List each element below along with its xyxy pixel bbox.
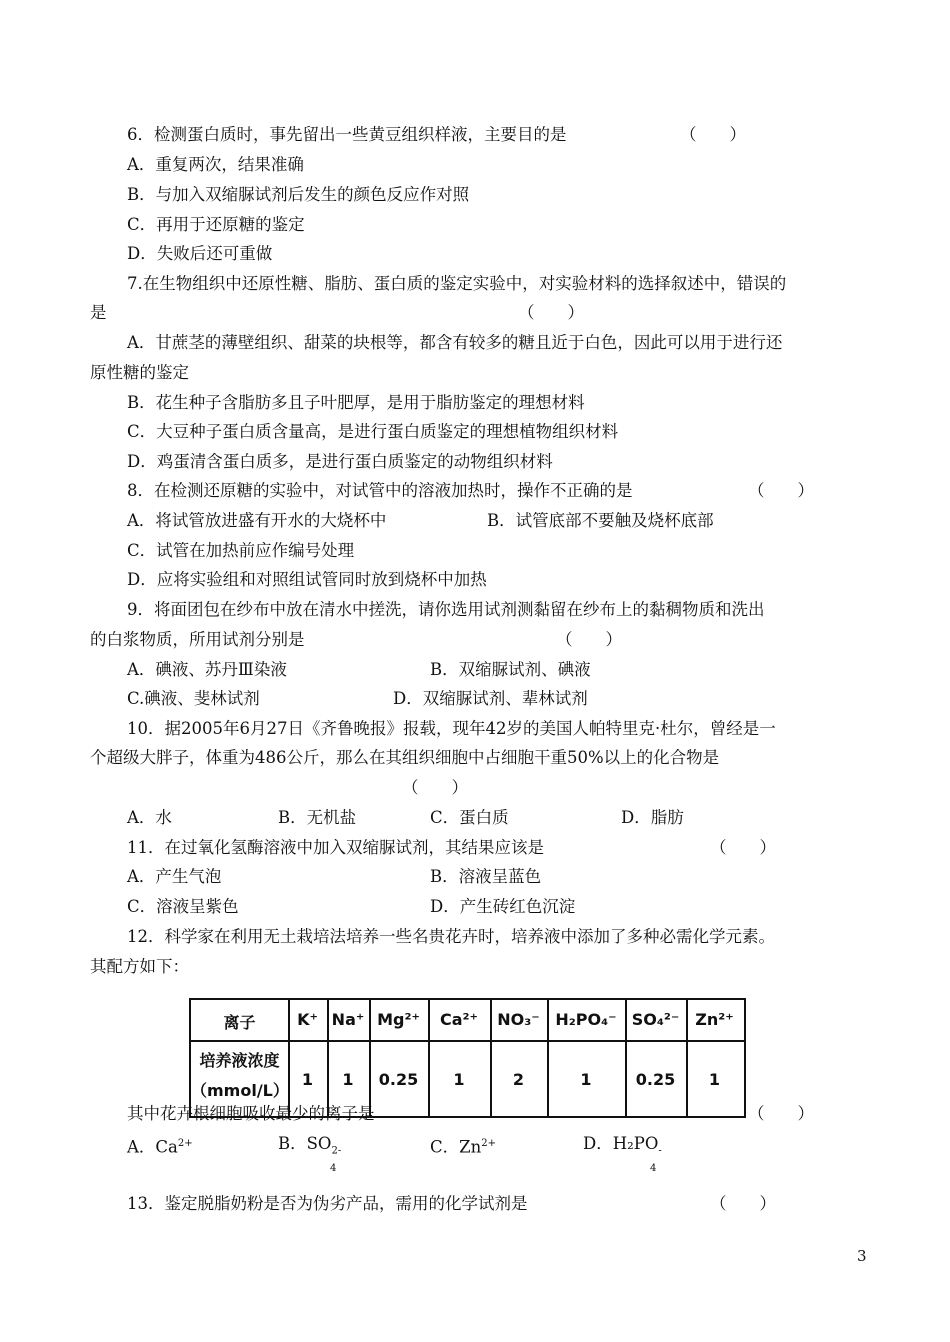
q8-paren: （ ） bbox=[748, 481, 814, 500]
header-no3: NO₃⁻ bbox=[497, 1010, 540, 1029]
value-h2po4: 1 bbox=[580, 1070, 592, 1089]
q12-option-b: B．$SO_{2-}$ bbox=[278, 1134, 342, 1157]
header-na: Na⁺ bbox=[331, 1010, 365, 1029]
q12-option-d: D．$H_2PO_-$ bbox=[583, 1134, 662, 1157]
q7-option-d: D．鸡蛋清含蛋白质多，是进行蛋白质鉴定的动物组织材料 bbox=[127, 452, 553, 471]
header-mg: Mg²⁺ bbox=[377, 1010, 420, 1029]
q13-paren: （ ） bbox=[710, 1194, 776, 1213]
q12-option-b-sub: 4 bbox=[330, 1163, 337, 1174]
q6-option-d: D．失败后还可重做 bbox=[127, 244, 273, 263]
q8-option-c: C．试管在加热前应作编号处理 bbox=[127, 541, 355, 560]
q9-stem: 9．将面团包在纱布中放在清水中搓洗，请你选用试剂测黏留在纱布上的黏稠物质和洗出 bbox=[127, 600, 765, 619]
value-no3: 2 bbox=[512, 1070, 525, 1089]
q10-stem-cont: 个超级大胖子，体重为486公斤，那么在其组织细胞中占细胞干重50%以上的化合物是 bbox=[90, 748, 720, 767]
q10-option-c: C．蛋白质 bbox=[430, 808, 509, 827]
q6-stem: 6．检测蛋白质时，事先留出一些黄豆组织样液，主要目的是 bbox=[127, 125, 567, 144]
header-so4: SO₄²⁻ bbox=[631, 1010, 680, 1029]
value-so4: 0.25 bbox=[635, 1070, 676, 1089]
q12-ion-table bbox=[189, 998, 746, 1118]
value-zn: 1 bbox=[708, 1070, 721, 1089]
page-number: 3 bbox=[857, 1247, 867, 1265]
q7-option-c: C．大豆种子蛋白质含量高，是进行蛋白质鉴定的理想植物组织材料 bbox=[127, 422, 619, 441]
q12-option-c: C．$Zn^{2+}$ bbox=[430, 1137, 496, 1157]
q11-option-c: C．溶液呈紫色 bbox=[127, 897, 239, 916]
q6-option-a: A．重复两次，结果准确 bbox=[127, 155, 304, 174]
row-label-line2: （mmol/L） bbox=[191, 1081, 289, 1100]
q11-option-a: A．产生气泡 bbox=[127, 867, 222, 886]
header-ca: Ca²⁺ bbox=[440, 1010, 478, 1029]
header-k: K⁺ bbox=[297, 1010, 318, 1029]
q9-option-b: B．双缩脲试剂、碘液 bbox=[430, 660, 591, 679]
q11-paren: （ ） bbox=[710, 838, 776, 857]
q10-option-d: D．脂肪 bbox=[621, 808, 684, 827]
row-label-line1: 培养液浓度 bbox=[199, 1051, 280, 1070]
value-mg: 0.25 bbox=[378, 1070, 419, 1089]
q10-paren: （ ） bbox=[402, 778, 468, 797]
q8-option-b: B．试管底部不要触及烧杯底部 bbox=[487, 511, 714, 530]
q9-option-d: D．双缩脲试剂、辈林试剂 bbox=[393, 689, 588, 708]
value-ca: 1 bbox=[453, 1070, 465, 1089]
header-h2po4: H₂PO₄⁻ bbox=[555, 1010, 617, 1029]
q13-stem: 13．鉴定脱脂奶粉是否为伪劣产品，需用的化学试剂是 bbox=[127, 1194, 528, 1213]
q12-option-a: A．$Ca^{2+}$ bbox=[127, 1137, 193, 1157]
q7-option-a: A．甘蔗茎的薄壁组织、甜菜的块根等，都含有较多的糖且近于白色，因此可以用于进行还 bbox=[127, 333, 783, 352]
q12-stem: 12．科学家在利用无土栽培法培养一些名贵花卉时，培养液中添加了多种必需化学元素。 bbox=[127, 927, 775, 946]
q6-option-b: B．与加入双缩脲试剂后发生的颜色反应作对照 bbox=[127, 185, 470, 204]
header-zn: Zn²⁺ bbox=[695, 1010, 734, 1029]
q11-stem: 11．在过氧化氢酶溶液中加入双缩脲试剂，其结果应该是 bbox=[127, 838, 544, 857]
q10-option-b: B．无机盐 bbox=[278, 808, 357, 827]
q7-stem-cont: 是 bbox=[90, 303, 107, 322]
q12-paren: （ ） bbox=[748, 1104, 814, 1123]
q7-option-a-cont: 原性糖的鉴定 bbox=[90, 363, 189, 382]
q8-option-d: D．应将实验组和对照组试管同时放到烧杯中加热 bbox=[127, 570, 487, 589]
q11-option-d: D．产生砖红色沉淀 bbox=[430, 897, 576, 916]
value-na: 1 bbox=[342, 1070, 354, 1089]
q11-option-b: B．溶液呈蓝色 bbox=[430, 867, 542, 886]
q6-paren: （ ） bbox=[680, 125, 746, 144]
q8-stem: 8．在检测还原糖的实验中，对试管中的溶液加热时，操作不正确的是 bbox=[127, 481, 633, 500]
q12-stem-cont: 其配方如下： bbox=[90, 957, 189, 976]
q10-option-a: A．水 bbox=[127, 808, 172, 827]
q7-stem: 7.在生物组织中还原性糖、脂肪、蛋白质的鉴定实验中，对实验材料的选择叙述中，错误的 bbox=[127, 274, 787, 293]
header-ion: 离子 bbox=[223, 1013, 256, 1032]
q9-option-a: A．碘液、苏丹Ⅲ染液 bbox=[127, 660, 287, 679]
q9-paren: （ ） bbox=[556, 630, 622, 649]
value-k: 1 bbox=[301, 1070, 314, 1089]
q12-question: 其中花卉根细胞吸收最少的离子是 bbox=[127, 1104, 375, 1123]
q9-option-c: C.碘液、斐林试剂 bbox=[127, 689, 260, 708]
q6-option-c: C．再用于还原糖的鉴定 bbox=[127, 215, 305, 234]
q10-stem: 10．据2005年6月27日《齐鲁晚报》报载，现年42岁的美国人帕特里克·杜尔，曾经是一 bbox=[127, 719, 776, 738]
q7-paren: （ ） bbox=[518, 303, 584, 322]
q9-stem-cont: 的白浆物质，所用试剂分别是 bbox=[90, 630, 305, 649]
q7-option-b: B．花生种子含脂肪多且子叶肥厚，是用于脂肪鉴定的理想材料 bbox=[127, 393, 585, 412]
q8-option-a: A．将试管放进盛有开水的大烧杯中 bbox=[127, 511, 387, 530]
q12-option-d-sub: 4 bbox=[650, 1163, 657, 1174]
